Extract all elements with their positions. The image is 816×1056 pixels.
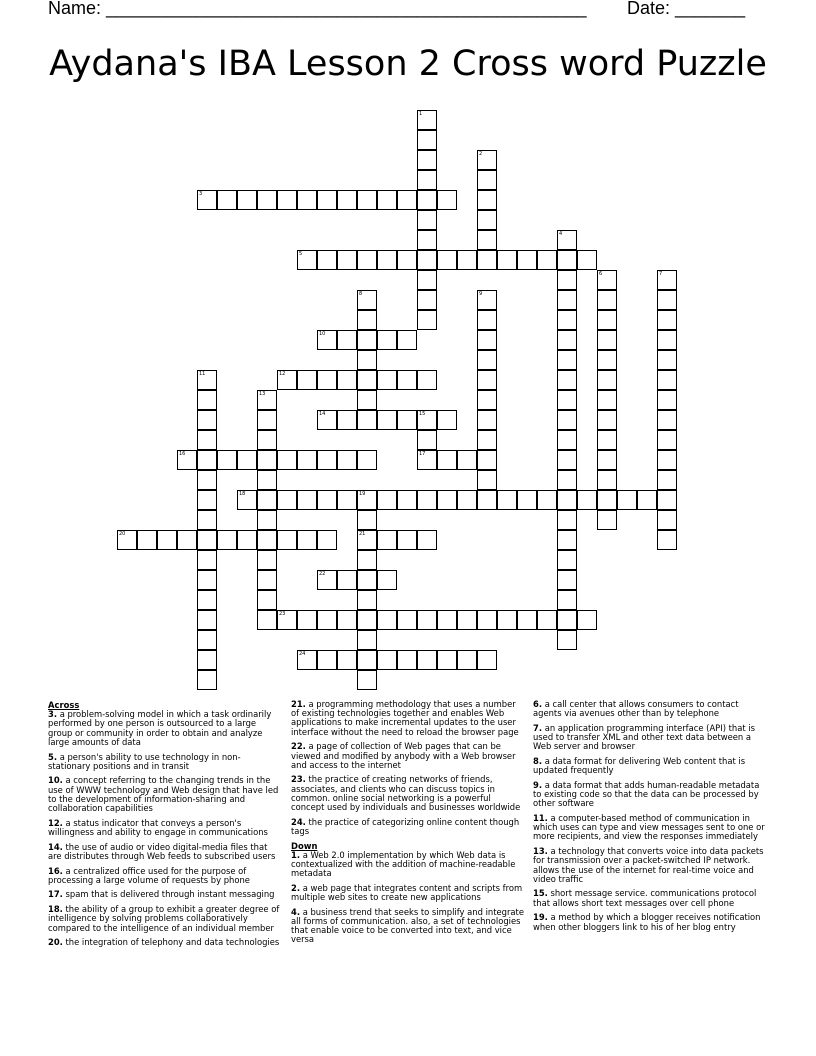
grid-cell[interactable] [577,250,597,270]
grid-cell[interactable] [357,570,377,590]
grid-cell[interactable] [417,170,437,190]
grid-cell[interactable] [477,470,497,490]
grid-cell[interactable] [377,250,397,270]
grid-cell[interactable] [357,290,377,310]
grid-cell[interactable] [337,330,357,350]
grid-cell[interactable] [197,450,217,470]
grid-cell[interactable] [357,590,377,610]
grid-cell[interactable] [557,530,577,550]
grid-cell[interactable] [597,510,617,530]
grid-cell[interactable] [337,190,357,210]
grid-cell[interactable] [357,490,377,510]
grid-cell[interactable] [357,630,377,650]
grid-cell[interactable] [357,370,377,390]
clue-across-16: 16. a centralized office used for the purpose of processing a large volume of requests by phone [48,865,250,885]
grid-cell[interactable] [197,670,217,690]
grid-cell[interactable] [477,650,497,670]
grid-cell[interactable] [477,330,497,350]
grid-cell[interactable] [317,190,337,210]
grid-cell[interactable] [597,370,617,390]
grid-cell[interactable] [417,190,437,210]
grid-cell[interactable] [217,190,237,210]
grid-cell[interactable] [297,450,317,470]
grid-cell[interactable] [657,490,677,510]
grid-cell[interactable] [317,490,337,510]
grid-cell[interactable] [597,390,617,410]
grid-cell[interactable] [557,230,577,250]
grid-cell[interactable] [357,190,377,210]
clue-across-14: 14. the use of audio or video digital-media files that are distributes through Web feeds to subscribed users [48,841,276,861]
grid-cell[interactable] [397,650,417,670]
clue-number: 9 [479,291,483,297]
clue-number: 5 [299,251,303,257]
clue-number: 22 [319,571,326,577]
grid-cell[interactable] [357,450,377,470]
grid-cell[interactable] [437,450,457,470]
grid-cell[interactable] [657,330,677,350]
clue-down-6: 6. a call center that allows consumers to contact agents via avenues other than by telephone [533,699,739,719]
grid-cell[interactable] [517,490,537,510]
grid-cell[interactable] [597,330,617,350]
grid-cell[interactable] [437,250,457,270]
clue-number: 2 [479,151,483,157]
grid-cell[interactable] [197,610,217,630]
clue-number: 11 [199,371,206,377]
grid-cell[interactable] [357,410,377,430]
grid-cell[interactable] [457,610,477,630]
grid-cell[interactable] [497,250,517,270]
grid-cell[interactable] [297,250,317,270]
grid-cell[interactable] [577,610,597,630]
grid-cell[interactable] [197,530,217,550]
grid-cell[interactable] [537,610,557,630]
grid-cell[interactable] [277,370,297,390]
grid-cell[interactable] [657,510,677,530]
grid-cell[interactable] [197,390,217,410]
grid-cell[interactable] [257,470,277,490]
grid-cell[interactable] [417,230,437,250]
grid-cell[interactable] [317,530,337,550]
grid-cell[interactable] [437,410,457,430]
grid-cell[interactable] [237,530,257,550]
grid-cell[interactable] [357,510,377,530]
grid-cell[interactable] [477,610,497,630]
grid-cell[interactable] [477,250,497,270]
grid-cell[interactable] [197,430,217,450]
grid-cell[interactable] [657,270,677,290]
grid-cell[interactable] [597,310,617,330]
clue-number: 16 [179,451,186,457]
grid-cell[interactable] [197,470,217,490]
grid-cell[interactable] [197,550,217,570]
grid-cell[interactable] [237,490,257,510]
grid-cell[interactable] [557,550,577,570]
grid-cell[interactable] [357,650,377,670]
grid-cell[interactable] [437,190,457,210]
puzzle-title: Aydana's IBA Lesson 2 Cross word Puzzle [49,44,767,84]
grid-cell[interactable] [337,410,357,430]
grid-cell[interactable] [397,370,417,390]
grid-cell[interactable] [417,310,437,330]
grid-cell[interactable] [317,410,337,430]
grid-cell[interactable] [397,490,417,510]
clue-down-9: 9. a data format that adds human-readable metadata to existing code so that the data can be processed by other software [533,779,760,809]
grid-cell[interactable] [477,230,497,250]
clue-across-12: 12. a status indicator that conveys a person's willingness and ability to engage in communications [48,817,268,837]
grid-cell[interactable] [477,350,497,370]
grid-cell[interactable] [377,530,397,550]
clue-down-4: 4. a business trend that seeks to simplify and integrate all forms of communication. also, a set of technologies that enable voice to be converted into text, and vice versa [291,906,524,945]
clue-number: 7 [659,271,663,277]
grid-cell[interactable] [297,370,317,390]
clue-across-18: 18. the ability of a group to exhibit a greater degree of intelligence by solving problems collaboratively compared to the intelligence of an individual member [48,904,280,933]
grid-cell[interactable] [477,310,497,330]
grid-cell[interactable] [157,530,177,550]
grid-cell[interactable] [557,330,577,350]
grid-cell[interactable] [197,570,217,590]
clue-across-22: 22. a page of collection of Web pages that can be viewed and modified by anybody with a Web browser and access to the internet [291,741,516,770]
grid-cell[interactable] [377,190,397,210]
clue-number: 20 [119,531,126,537]
grid-cell[interactable] [197,650,217,670]
grid-cell[interactable] [197,490,217,510]
grid-cell[interactable] [477,410,497,430]
grid-cell[interactable] [597,290,617,310]
grid-cell[interactable] [437,650,457,670]
grid-cell[interactable] [557,410,577,430]
grid-cell[interactable] [537,490,557,510]
grid-cell[interactable] [477,390,497,410]
grid-cell[interactable] [557,510,577,530]
grid-cell[interactable] [237,450,257,470]
grid-cell[interactable] [477,370,497,390]
grid-cell[interactable] [657,410,677,430]
grid-cell[interactable] [277,190,297,210]
grid-cell[interactable] [437,610,457,630]
grid-cell[interactable] [177,530,197,550]
grid-cell[interactable] [477,170,497,190]
grid-cell[interactable] [417,370,437,390]
grid-cell[interactable] [597,490,617,510]
grid-cell[interactable] [557,430,577,450]
grid-cell[interactable] [457,450,477,470]
grid-cell[interactable] [297,190,317,210]
grid-cell[interactable] [257,190,277,210]
clue-number: 12 [279,371,286,377]
grid-cell[interactable] [417,410,437,430]
grid-cell[interactable] [637,490,657,510]
grid-cell[interactable] [137,530,157,550]
clue-across-20: 20. the integration of telephony and data technologies [48,937,280,948]
grid-cell[interactable] [517,250,537,270]
grid-cell[interactable] [377,570,397,590]
clue-number: 13 [259,391,266,397]
grid-cell[interactable] [277,610,297,630]
grid-cell[interactable] [317,330,337,350]
grid-cell[interactable] [397,330,417,350]
grid-cell[interactable] [297,490,317,510]
grid-cell[interactable] [257,390,277,410]
grid-cell[interactable] [597,430,617,450]
name-label: Name: ________________________________________________ [48,0,587,18]
grid-cell[interactable] [557,450,577,470]
grid-cell[interactable] [457,250,477,270]
grid-cell[interactable] [657,290,677,310]
grid-cell[interactable] [557,310,577,330]
grid-cell[interactable] [257,510,277,530]
grid-cell[interactable] [357,610,377,630]
grid-cell[interactable] [577,490,597,510]
grid-cell[interactable] [417,490,437,510]
grid-cell[interactable] [197,190,217,210]
grid-cell[interactable] [557,370,577,390]
clue-across-3: 3. a problem-solving model in which a task ordinarily performed by one person is outsourced to a large group or community in order to obtain and analyze large amounts of data [48,709,272,747]
across-heading: Across [48,700,80,710]
grid-cell[interactable] [337,450,357,470]
grid-cell[interactable] [417,430,437,450]
clue-number: 24 [299,651,306,657]
grid-cell[interactable] [197,590,217,610]
grid-cell[interactable] [557,270,577,290]
grid-cell[interactable] [417,250,437,270]
clue-down-7: 7. an application programming interface (API) that is used to transfer XML and other text data between a Web server and browser [533,722,755,752]
clue-number: 14 [319,411,326,417]
grid-cell[interactable] [397,190,417,210]
grid-cell[interactable] [257,590,277,610]
clue-down-13: 13. a technology that converts voice into data packets for transmission over a packet-switched IP network. allows the use of the internet for real-time voice and video traffic [533,846,764,884]
grid-cell[interactable] [197,630,217,650]
grid-cell[interactable] [477,210,497,230]
grid-cell[interactable] [537,250,557,270]
grid-cell[interactable] [317,450,337,470]
grid-cell[interactable] [317,570,337,590]
grid-cell[interactable] [597,270,617,290]
grid-cell[interactable] [557,610,577,630]
grid-cell[interactable] [377,490,397,510]
grid-cell[interactable] [297,530,317,550]
grid-cell[interactable] [557,290,577,310]
grid-cell[interactable] [297,610,317,630]
clue-down-8: 8. a data format for delivering Web content that is updated frequently [533,756,746,776]
grid-cell[interactable] [357,670,377,690]
clue-number: 8 [359,291,363,297]
clue-down-11: 11. a computer-based method of communication in which uses can type and view messages sent to one or more recipients, and view the responses immediately [533,813,765,842]
grid-cell[interactable] [417,150,437,170]
grid-cell[interactable] [657,310,677,330]
grid-cell[interactable] [557,470,577,490]
grid-cell[interactable] [257,570,277,590]
down-heading: Down [291,840,318,851]
grid-cell[interactable] [277,490,297,510]
grid-cell[interactable] [297,650,317,670]
grid-cell[interactable] [497,610,517,630]
grid-cell[interactable] [337,370,357,390]
grid-cell[interactable] [377,370,397,390]
grid-cell[interactable] [437,490,457,510]
grid-cell[interactable] [217,530,237,550]
grid-cell[interactable] [117,530,137,550]
grid-cell[interactable] [457,490,477,510]
grid-cell[interactable] [517,610,537,630]
grid-cell[interactable] [337,650,357,670]
grid-cell[interactable] [337,570,357,590]
clue-number: 21 [359,531,366,537]
clue-across-21: 21. a programming methodology that uses a number of existing technologies together and enables Web applications to make incremental updates to the user interface without the need to reload the browser page [291,699,519,737]
grid-cell[interactable] [357,250,377,270]
grid-cell[interactable] [657,430,677,450]
clue-across-24: 24. the practice of categorizing online content though tags [291,816,520,836]
grid-cell[interactable] [417,130,437,150]
clues-column-1 [48,700,280,953]
grid-cell[interactable] [657,390,677,410]
grid-cell[interactable] [597,450,617,470]
grid-cell[interactable] [497,490,517,510]
grid-cell[interactable] [477,150,497,170]
grid-cell[interactable] [417,110,437,130]
grid-cell[interactable] [277,450,297,470]
grid-cell[interactable] [397,610,417,630]
grid-cell[interactable] [317,250,337,270]
grid-cell[interactable] [177,450,197,470]
clue-down-19: 19. a method by which a blogger receives notification when other bloggers link to his of her blog entry [533,912,761,932]
grid-cell[interactable] [477,430,497,450]
grid-cell[interactable] [337,490,357,510]
grid-cell[interactable] [317,650,337,670]
grid-cell[interactable] [257,430,277,450]
grid-cell[interactable] [617,490,637,510]
grid-cell[interactable] [257,550,277,570]
grid-cell[interactable] [557,390,577,410]
grid-cell[interactable] [477,450,497,470]
grid-cell[interactable] [657,450,677,470]
grid-cell[interactable] [397,250,417,270]
grid-cell[interactable] [557,570,577,590]
grid-cell[interactable] [597,350,617,370]
grid-cell[interactable] [197,510,217,530]
grid-cell[interactable] [357,330,377,350]
grid-cell[interactable] [397,530,417,550]
grid-cell[interactable] [257,530,277,550]
clue-down-1: 1. a Web 2.0 implementation by which Web data is contextualized with the addition of machine-readable metadata [291,849,516,879]
grid-cell[interactable] [377,650,397,670]
grid-cell[interactable] [657,370,677,390]
grid-cell[interactable] [257,410,277,430]
grid-cell[interactable] [417,610,437,630]
clue-across-5: 5. a person's ability to use technology in non-stationary positions and in transit [48,751,241,771]
clue-number: 3 [199,191,203,197]
grid-cell[interactable] [377,610,397,630]
grid-cell[interactable] [557,590,577,610]
grid-cell[interactable] [417,530,437,550]
grid-cell[interactable] [357,350,377,370]
grid-cell[interactable] [377,410,397,430]
grid-cell[interactable] [277,530,297,550]
clue-across-10: 10. a concept referring to the changing trends in the use of WWW technology and Web design that have led to the development of information-sharing and collaboration capabilities [48,775,279,814]
grid-cell[interactable] [257,610,277,630]
clue-number: 17 [419,451,426,457]
clue-down-15: 15. short message service. communications protocol that allows short text messages over cell phone [533,888,757,908]
grid-cell[interactable] [417,650,437,670]
grid-cell[interactable] [337,610,357,630]
clue-across-17: 17. spam that is delivered through instant messaging [48,889,275,900]
grid-cell[interactable] [597,410,617,430]
grid-cell[interactable] [357,310,377,330]
grid-cell[interactable] [657,470,677,490]
clues-column-3 [533,700,767,937]
grid-cell[interactable] [657,530,677,550]
grid-cell[interactable] [197,370,217,390]
grid-cell[interactable] [217,450,237,470]
clue-across-23: 23. the practice of creating networks of friends, associates, and clients who can discuss topics in common. online social networking is a powerful concept used by individuals and businesses worldwide [291,774,521,813]
grid-cell[interactable] [597,470,617,490]
grid-cell[interactable] [557,630,577,650]
grid-cell[interactable] [557,490,577,510]
grid-cell[interactable] [317,370,337,390]
clue-number: 23 [279,611,286,617]
clue-number: 6 [599,271,603,277]
grid-cell[interactable] [397,410,417,430]
clue-number: 10 [319,331,326,337]
grid-cell[interactable] [257,450,277,470]
grid-cell[interactable] [657,350,677,370]
grid-cell[interactable] [317,610,337,630]
grid-cell[interactable] [257,490,277,510]
grid-cell[interactable] [457,650,477,670]
clue-number: 15 [419,411,426,417]
clue-number: 18 [239,491,246,497]
grid-cell[interactable] [377,330,397,350]
grid-cell[interactable] [337,250,357,270]
grid-cell[interactable] [237,190,257,210]
grid-cell[interactable] [357,530,377,550]
grid-cell[interactable] [357,550,377,570]
grid-cell[interactable] [477,490,497,510]
grid-cell[interactable] [357,390,377,410]
grid-cell[interactable] [477,290,497,310]
grid-cell[interactable] [417,450,437,470]
clue-number: 19 [359,491,366,497]
grid-cell[interactable] [417,270,437,290]
clue-number: 1 [419,111,423,117]
grid-cell[interactable] [477,190,497,210]
grid-cell[interactable] [197,410,217,430]
clue-down-2: 2. a web page that integrates content and scripts from multiple web sites to create new applications [291,882,523,903]
clue-number: 4 [559,231,563,237]
date-label: Date: _______ [627,0,746,18]
grid-cell[interactable] [557,350,577,370]
clues-column-2 [291,700,526,950]
grid-cell[interactable] [557,250,577,270]
grid-cell[interactable] [417,290,437,310]
grid-cell[interactable] [417,210,437,230]
